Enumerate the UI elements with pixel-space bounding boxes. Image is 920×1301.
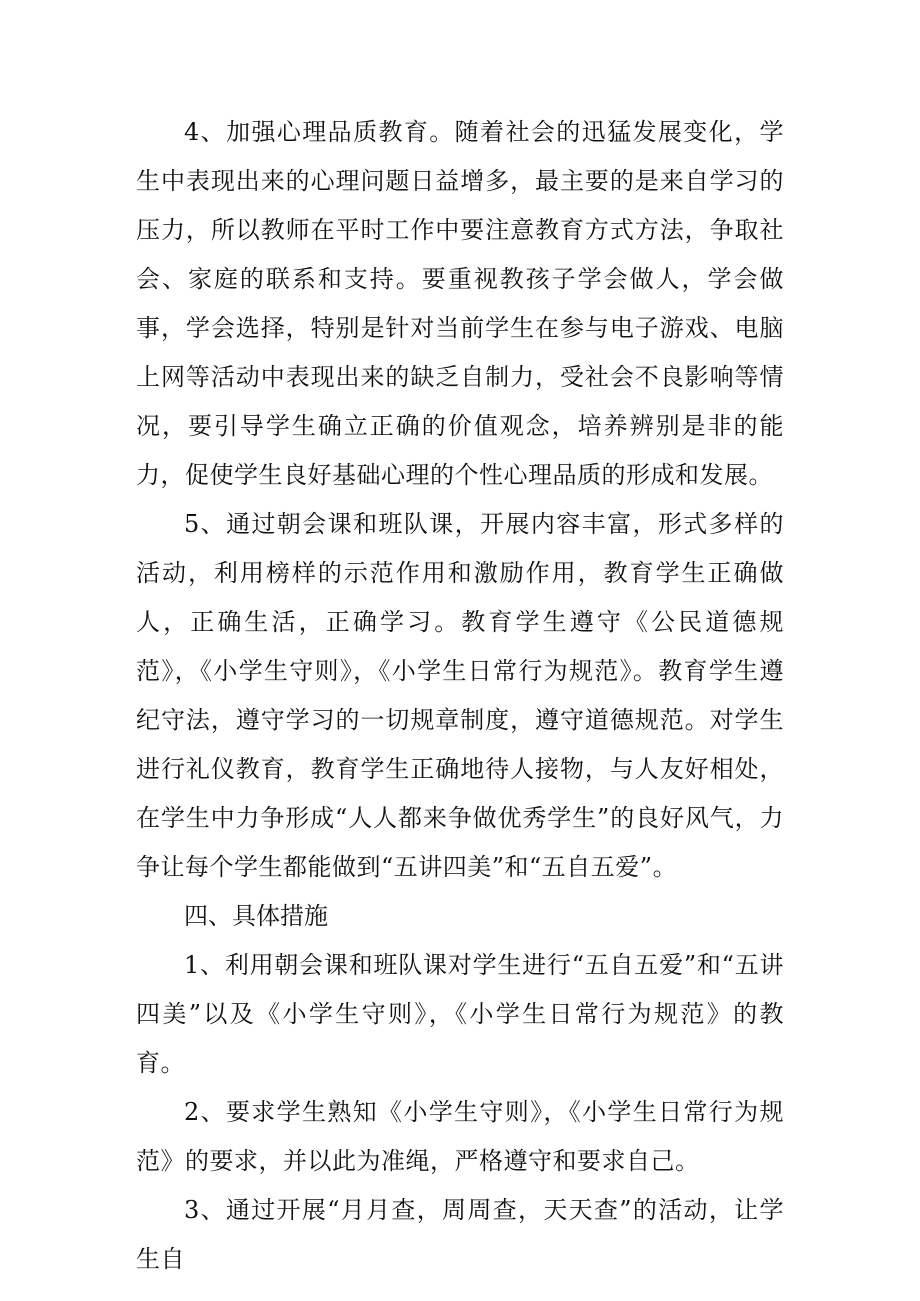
paragraph-activities-education: 5、通过朝会课和班队课，开展内容丰富，形式多样的活动，利用榜样的示范作用和激励作用，教育学生正确做人，正确生活，正确学习。教育学生遵守《公民道德规范》，《小学生守则》，《小学生日常行为规范》。教育学生遵纪守法，遵守学习的一切规章制度，遵守道德规范。对学生进行礼仪教育，教育学生正确地待人接物，与人友好相处，在学生中力争形成“人人都来争做优秀学生”的良好风气，力争让每个学生都能做到“五讲四美”和“五自五爱”。 xyxy=(136,510,784,881)
measure-item-1: 1、利用朝会课和班队课对学生进行“五自五爱”和“五讲四美”以及《小学生守则》，《小学生日常行为规范》的教育。 xyxy=(136,951,784,1077)
document-body xyxy=(136,108,784,1284)
measure-item-3: 3、通过开展“月月查，周周查，天天查”的活动，让学生自 xyxy=(136,1196,784,1273)
section-heading-measures: 四、具体措施 xyxy=(184,902,328,930)
measure-item-2: 2、要求学生熟知《小学生守则》，《小学生日常行为规范》的要求，并以此为准绳，严格遵守和要求自己。 xyxy=(136,1098,784,1175)
paragraph-psychological-education: 4、加强心理品质教育。随着社会的迅猛发展变化，学生中表现出来的心理问题日益增多，最主要的是来自学习的压力，所以教师在平时工作中要注意教育方式方法，争取社会、家庭的联系和支持。要重视教孩子学会做人，学会做事，学会选择，特别是针对当前学生在参与电子游戏、电脑上网等活动中表现出来的缺乏自制力，受社会不良影响等情况，要引导学生确立正确的价值观念，培养辨别是非的能力，促使学生良好基础心理的个性心理品质的形成和发展。 xyxy=(136,118,784,489)
